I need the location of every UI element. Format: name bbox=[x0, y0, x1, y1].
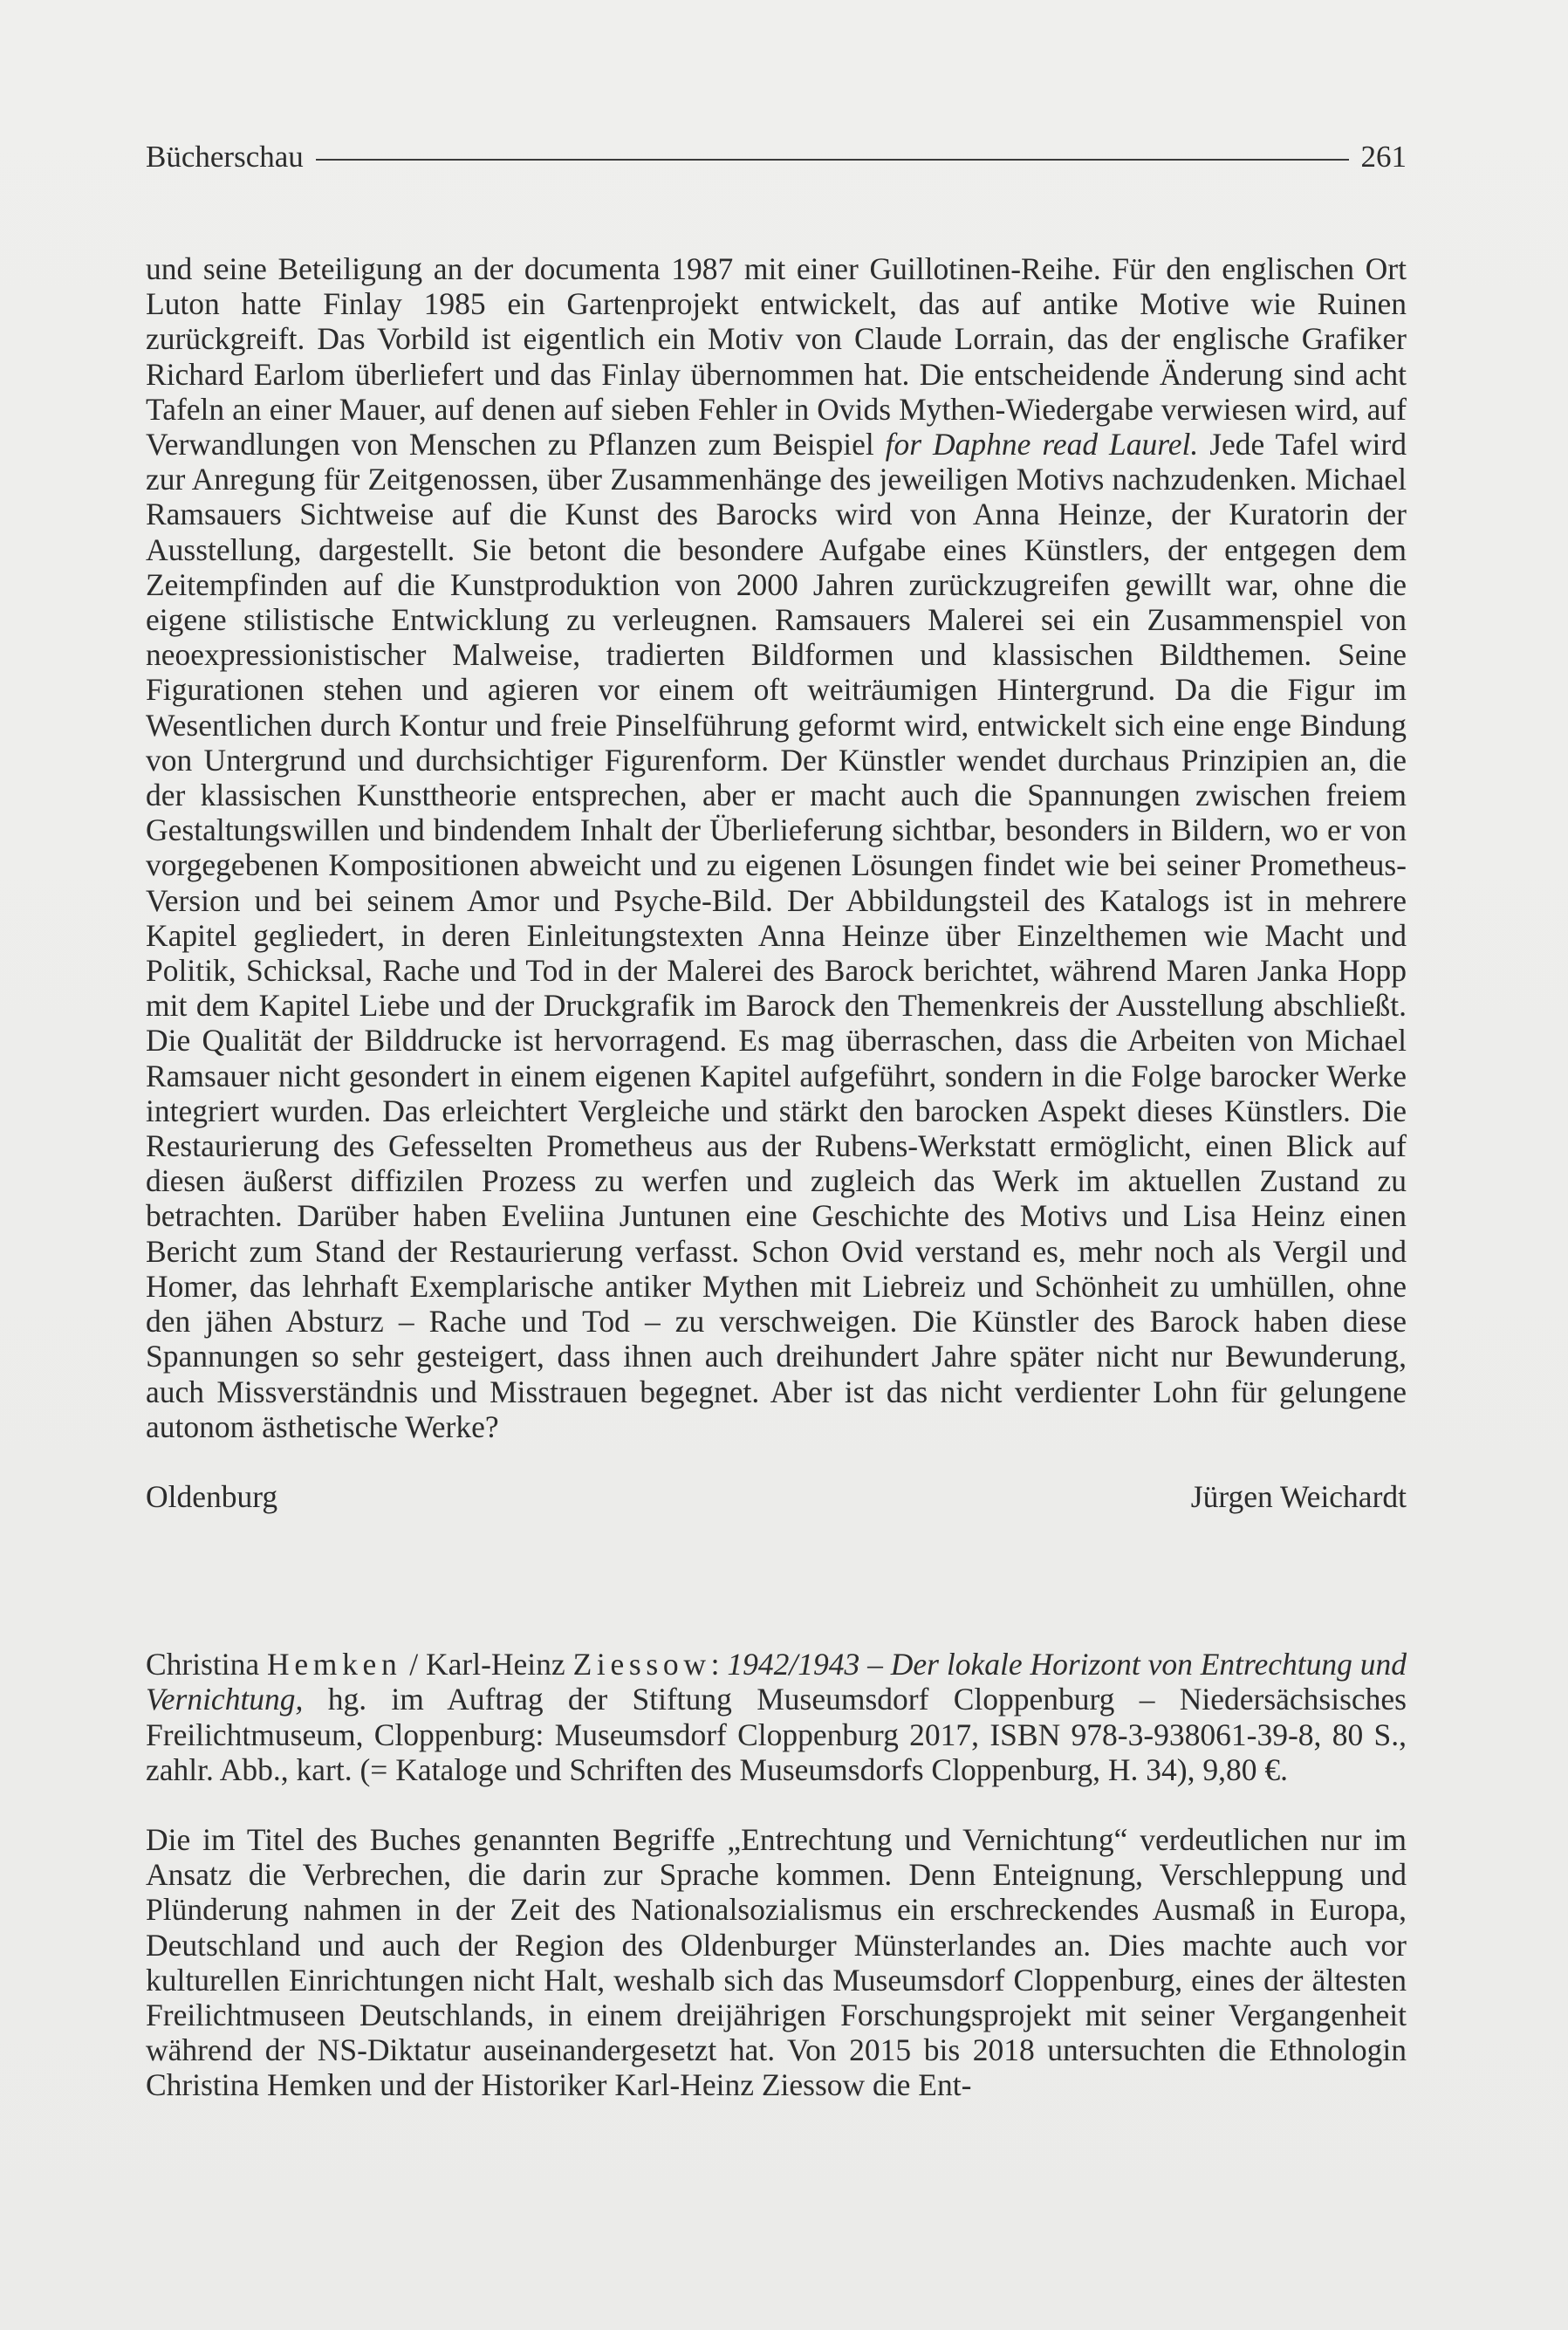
review-body-paragraph bbox=[146, 251, 1407, 1444]
running-header bbox=[146, 133, 1407, 182]
reviewer-name: Jürgen Weichardt bbox=[1190, 1478, 1407, 1514]
author-first-name: Christina bbox=[146, 1647, 268, 1682]
title-colon: : bbox=[710, 1647, 728, 1682]
section-title: Bücherschau bbox=[146, 140, 304, 174]
review-signoff bbox=[146, 1479, 1407, 1514]
book-title: 1942/1943 – Der lokale Horizont von Entrechtung und Vernichtung, bbox=[146, 1647, 1407, 1717]
bibliographic-entry bbox=[146, 1647, 1407, 1787]
review-text-italic: for Daphne read Laurel. bbox=[885, 427, 1199, 463]
author-separator: / bbox=[401, 1647, 427, 1682]
author-last-name: Hemken bbox=[267, 1647, 402, 1682]
header-rule bbox=[316, 159, 1349, 161]
review-text-part: und seine Beteiligung an der documenta 1987 mit einer Guillotinen-Reihe. Für den englischen Ort Luton hatte Finlay 1985 ein Gartenprojekt entwickelt, das auf antike Motive wie Ruinen zurückgreift. Das Vorbild ist eigentlich ein Motiv von Claude Lorrain, das der englische Grafiker Richard Earlom überliefert und das Finlay übernommen hat. Die entscheidende Änderung sind acht Tafeln an einer Mauer, auf denen auf sieben Fehler in Ovids Mythen-Wiedergabe verwiesen wird, auf Verwandlungen von Menschen zu Pflanzen zum Beispiel bbox=[146, 251, 1407, 463]
page-content bbox=[146, 251, 1407, 2103]
review-text-part: Jede Tafel wird zur Anregung für Zeitgenossen, über Zusammenhänge des jeweiligen Motivs nachzudenken. Michael Ramsauers Sichtweise auf die Kunst des Barocks wird von Anna Heinze, der Kuratorin der Ausstellung, dargestellt. Sie betont die besondere Aufgabe eines Künstlers, der entgegen dem Zeitempfinden auf die Kunstproduktion von 2000 Jahren zurückzugreifen gewillt war, ohne die eigene stilistische Entwicklung zu verleugnen. Ramsauers Malerei sei ein Zusammenspiel von neoexpressionistischer Malweise, tradierten Bildformen und klassischen Bildthemen. Seine Figurationen stehen und agieren vor einem oft weiträumigen Hintergrund. Da die Figur im Wesentlichen durch Kontur und freie Pinselführung geformt wird, entwickelt sich eine enge Bindung von Untergrund und durchsichtiger Figurenform. Der Künstler wendet durchaus Prinzipien an, die der klassischen Kunsttheorie entsprechen, aber er macht auch die Spannungen zwischen freiem Gestaltungswillen und bindendem Inhalt der Überlieferung sichtbar, besonders in Bildern, wo er von vorgegebenen Kompositionen abweicht und zu eigenen Lösungen findet wie bei seiner Prometheus-Version und bei seinem Amor und Psyche-Bild. Der Abbildungsteil des Katalogs ist in mehrere Kapitel gegliedert, in deren Einleitungstexten Anna Heinze über Einzelthemen wie Macht und Politik, Schicksal, Rache und Tod in der Malerei des Barock berichtet, während Maren Janka Hopp mit dem Kapitel Liebe und der Druckgrafik im Barock den Themenkreis der Ausstellung abschließt. Die Qualität der Bilddrucke ist hervorragend. Es mag überraschen, dass die Arbeiten von Michael Ramsauer nicht gesondert in einem eigenen Kapitel aufgeführt, sondern in die Folge barocker Werke integriert wurden. Das erleichtert Vergleiche und stärkt den barocken Aspekt dieses Künstlers. Die Restaurierung des Gefesselten Prometheus aus der Rubens-Werkstatt ermöglicht, einen Blick auf diesen äußerst diffizilen Prozess zu werfen und zugleich das Werk im aktuellen Zustand zu betrachten. Darüber haben Eveliina Juntunen eine Geschichte des Motivs und Lisa Heinz einen Bericht zum Stand der Restaurierung verfasst. Schon Ovid verstand es, mehr noch als Vergil und Homer, das lehrhaft Exemplarische antiker Mythen mit Liebreiz und Schönheit zu umhüllen, ohne den jähen Absturz – Rache und Tod – zu verschweigen. Die Künstler des Barock haben diese Spannungen so sehr gesteigert, dass ihnen auch dreihundert Jahre später nicht nur Bewunderung, auch Missverständnis und Misstrauen begegnet. Aber ist das nicht verdienter Lohn für gelungene autonom ästhetische Werke? bbox=[146, 427, 1407, 1444]
page-number: 261 bbox=[1360, 140, 1407, 174]
review-body-paragraph: Die im Titel des Buches genannten Begriffe „Entrechtung und Vernichtung“ verdeutlichen nur im Ansatz die Verbrechen, die darin zur Sprache kommen. Denn Enteignung, Verschleppung und Plünderung nahmen in der Zeit des Nationalsozialismus ein erschreckendes Ausmaß in Europa, Deutschland und auch der Region des Oldenburger Münsterlandes an. Dies machte auch vor kulturellen Einrichtungen nicht Halt, weshalb sich das Museumsdorf Cloppenburg, eines der ältesten Freilichtmuseen Deutschlands, in einem dreijährigen Forschungsprojekt mit seiner Vergangenheit während der NS-Diktatur auseinandergesetzt hat. Von 2015 bis 2018 untersuchten die Ethnologin Christina Hemken und der Historiker Karl-Heinz Ziessow die Ent- bbox=[146, 1821, 1407, 2103]
author-last-name: Ziessow bbox=[572, 1647, 711, 1682]
review-place: Oldenburg bbox=[146, 1478, 278, 1514]
publication-details: hg. im Auftrag der Stiftung Museumsdorf Cloppenburg – Niedersächsisches Freilichtmuseum, Cloppenburg: Museumsdorf Cloppenburg 2017, ISBN 978-3-938061-39-8, 80 S., zahlr. Abb., kart. (= Kataloge und Schriften des Museumsdorfs Cloppenburg, H. 34), 9,80 €. bbox=[146, 1682, 1407, 1787]
author-first-name: Karl-Heinz bbox=[426, 1647, 573, 1682]
